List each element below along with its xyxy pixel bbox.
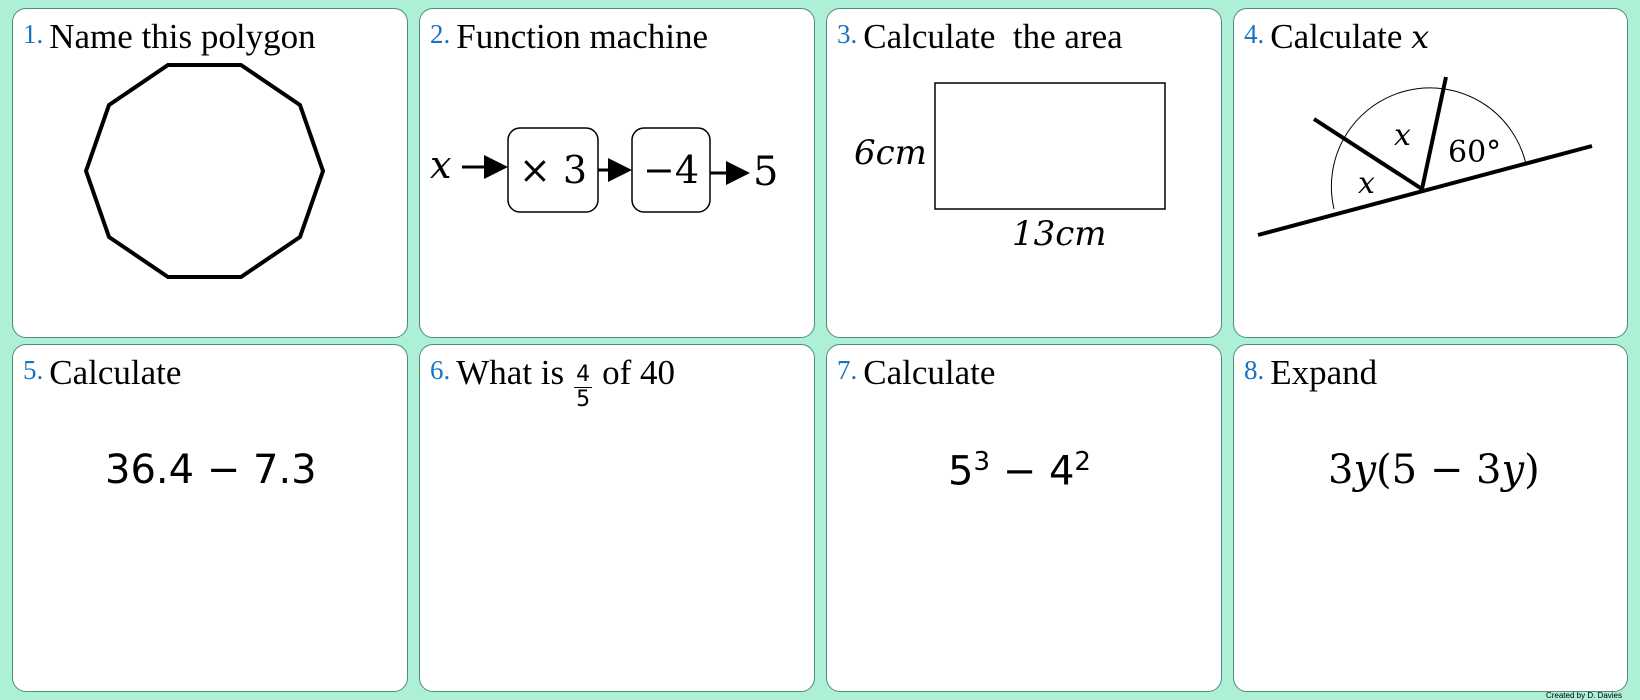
power-expression [948,447,1091,494]
operation-2-label: −4 [642,148,700,192]
function-machine-diagram [420,9,815,338]
base-1: 5 [948,448,974,495]
output-label: 5 [753,149,779,195]
decagon-shape [86,65,323,277]
expand-expression: 3𝑦(5 − 3𝑦) [1328,447,1540,493]
question-title-suffix: of 40 [602,353,676,392]
question-title: Calculate [863,353,996,392]
question-card-2 [419,8,815,338]
question-card-3 [826,8,1222,338]
subtraction-expression: 36.4 − 7.3 [105,447,317,493]
question-variable: x [1411,18,1430,56]
question-heading [1244,353,1377,393]
question-title: Calculate the area [863,17,1123,56]
question-card-1 [12,8,408,338]
question-card-8 [1233,344,1628,692]
question-card-4 [1233,8,1628,338]
question-number: 4. [1244,19,1265,49]
question-number: 8. [1244,355,1265,385]
operator: − [990,448,1049,495]
rectangle-figure [827,9,1222,338]
question-heading [23,353,181,393]
exponent-1: 3 [973,447,990,477]
question-number: 2. [430,19,451,49]
fraction [574,363,592,412]
base-2: 4 [1048,448,1075,495]
question-number: 1. [23,19,44,49]
exponent-2: 2 [1074,447,1091,477]
angle-label-60: 60° [1448,135,1502,170]
ray-up [1422,77,1446,189]
question-heading [430,353,675,412]
decagon-figure [13,9,408,338]
question-number: 7. [837,355,858,385]
angle-label-x-upper: x [1394,118,1411,153]
angles-diagram [1234,9,1628,338]
question-number: 6. [430,355,451,385]
question-card-6 [419,344,815,692]
side-length-label: 6cm [854,133,927,173]
question-title: Expand [1270,353,1378,392]
question-title: Calculate [49,353,182,392]
question-title-prefix: What is [456,353,565,392]
question-title: Name this polygon [49,17,316,56]
fraction-denominator: 5 [576,387,591,412]
base-line [1258,146,1592,235]
credit-text: Created by D. Davies [1545,691,1622,700]
question-heading [837,353,995,393]
base-length-label: 13cm [1012,214,1107,254]
question-number: 3. [837,19,858,49]
question-title: Function machine [456,17,709,56]
question-card-7 [826,344,1222,692]
question-card-5 [12,344,408,692]
rectangle-shape [935,83,1165,209]
question-number: 5. [23,355,44,385]
question-title: Calculate [1270,17,1412,56]
input-label: x [430,143,452,187]
fraction-numerator: 4 [576,362,591,387]
angle-label-x-lower: x [1358,166,1375,201]
operation-1-label: × 3 [518,148,588,192]
